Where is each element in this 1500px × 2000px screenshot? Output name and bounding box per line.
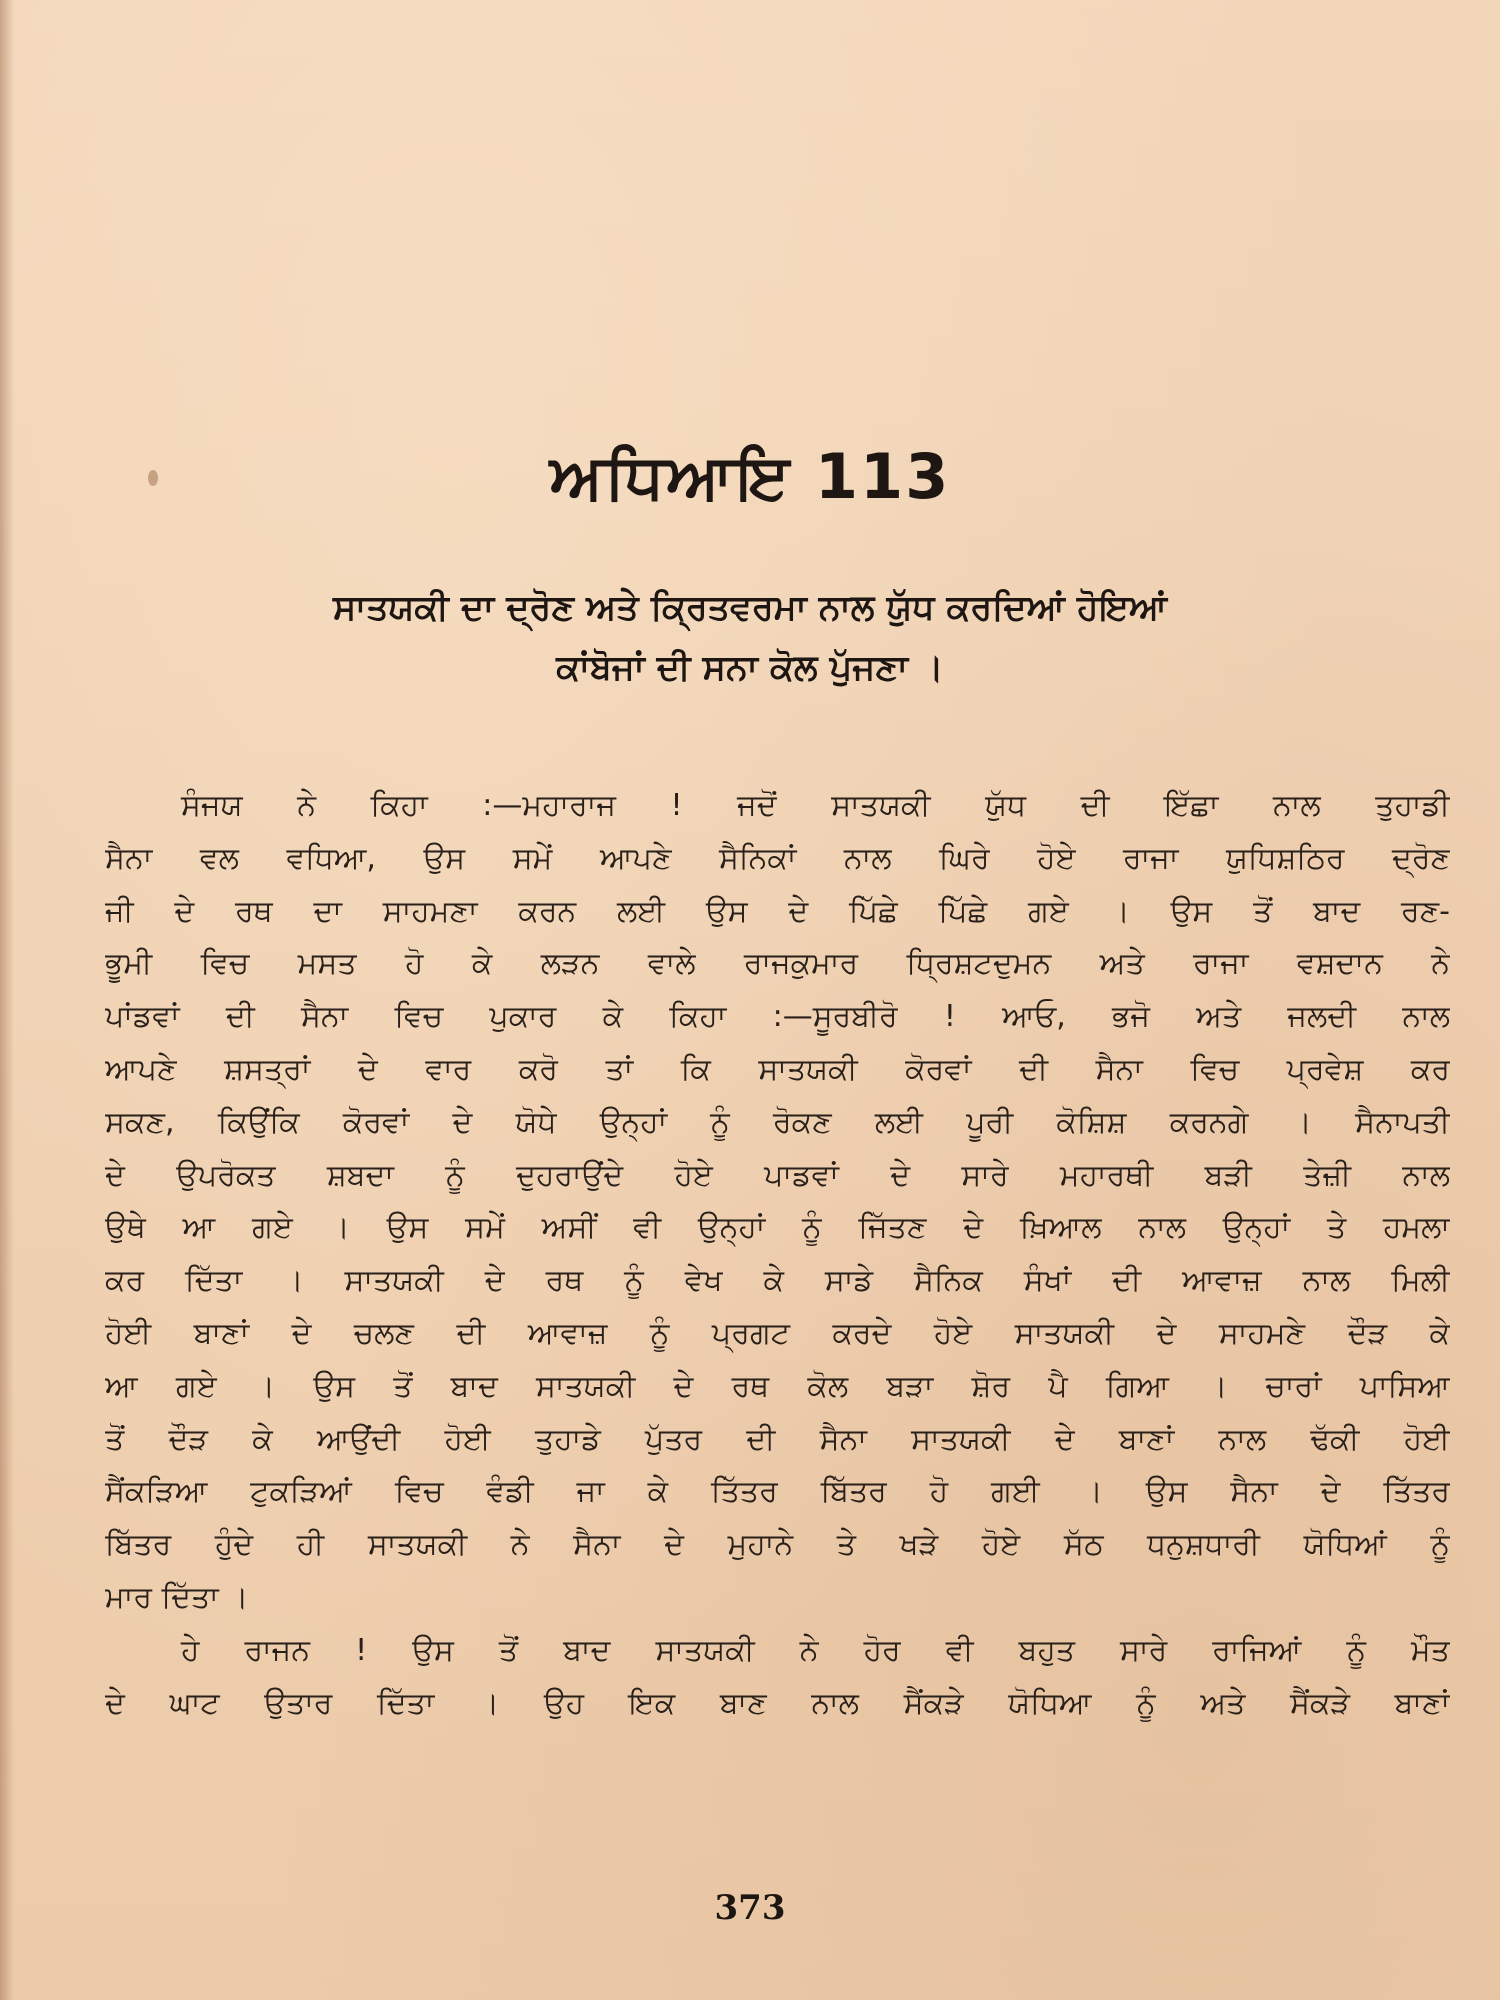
text-line: ਸੈਨਾ ਵਲ ਵਧਿਆ, ਉਸ ਸਮੇਂ ਆਪਣੇ ਸੈਨਿਕਾਂ ਨਾਲ ਘਿਰੇ ਹੋਏ ਰਾਜਾ ਯੁਧਿਸ਼ਠਿਰ ਦ੍ਰੋਣ bbox=[105, 840, 1450, 876]
text-line: ਆ ਗਏ । ਉਸ ਤੋਂ ਬਾਦ ਸਾਤਯਕੀ ਦੇ ਰਥ ਕੋਲ ਬੜਾ ਸ਼ੋਰ ਪੈ ਗਿਆ । ਚਾਰਾਂ ਪਾਸਿਆ bbox=[105, 1368, 1450, 1404]
body-text bbox=[105, 780, 1450, 1730]
text-line: ਬਿੱਤਰ ਹੁੰਦੇ ਹੀ ਸਾਤਯਕੀ ਨੇ ਸੈਨਾ ਦੇ ਮੁਹਾਨੇ ਤੇ ਖੜੇ ਹੋਏ ਸੱਠ ਧਨੁਸ਼ਧਾਰੀ ਯੋਧਿਆਂ ਨੂੰ bbox=[105, 1527, 1450, 1563]
subtitle-line-2: ਕਾਂਬੋਜਾਂ ਦੀ ਸਨਾ ਕੋਲ ਪੁੱਜਣਾ । bbox=[556, 648, 944, 688]
text-line: ਹੋਈ ਬਾਣਾਂ ਦੇ ਚਲਣ ਦੀ ਆਵਾਜ਼ ਨੂੰ ਪ੍ਰਗਟ ਕਰਦੇ ਹੋਏ ਸਾਤਯਕੀ ਦੇ ਸਾਹਮਣੇ ਦੌੜ ਕੇ bbox=[105, 1315, 1450, 1351]
text-line: ਦੇ ਉਪਰੋਕਤ ਸ਼ਬਦਾ ਨੂੰ ਦੁਹਰਾਉਂਦੇ ਹੋਏ ਪਾਡਵਾਂ ਦੇ ਸਾਰੇ ਮਹਾਰਥੀ ਬੜੀ ਤੇਜ਼ੀ ਨਾਲ bbox=[105, 1157, 1450, 1193]
text-line: ਸੈਂਕੜਿਆ ਟੁਕੜਿਆਂ ਵਿਚ ਵੰਡੀ ਜਾ ਕੇ ਤਿੱਤਰ ਬਿੱਤਰ ਹੋ ਗਈ । ਉਸ ਸੈਨਾ ਦੇ ਤਿੱਤਰ bbox=[105, 1474, 1450, 1510]
text-line: ਤੋਂ ਦੌੜ ਕੇ ਆਉਂਦੀ ਹੋਈ ਤੁਹਾਡੇ ਪੁੱਤਰ ਦੀ ਸੈਨਾ ਸਾਤਯਕੀ ਦੇ ਬਾਣਾਂ ਨਾਲ ਢੱਕੀ ਹੋਈ bbox=[105, 1421, 1450, 1457]
text-line: ਜੀ ਦੇ ਰਥ ਦਾ ਸਾਹਮਣਾ ਕਰਨ ਲਈ ਉਸ ਦੇ ਪਿੱਛੇ ਪਿੱਛੇ ਗਏ । ਉਸ ਤੋਂ ਬਾਦ ਰਣ- bbox=[105, 893, 1450, 929]
text-line: ਉਥੇ ਆ ਗਏ । ਉਸ ਸਮੇਂ ਅਸੀਂ ਵੀ ਉਨ੍ਹਾਂ ਨੂੰ ਜਿੱਤਣ ਦੇ ਖ਼ਿਆਲ ਨਾਲ ਉਨ੍ਹਾਂ ਤੇ ਹਮਲਾ bbox=[105, 1210, 1450, 1246]
text-line: ਆਪਣੇ ਸ਼ਸਤ੍ਰਾਂ ਦੇ ਵਾਰ ਕਰੋ ਤਾਂ ਕਿ ਸਾਤਯਕੀ ਕੋਰਵਾਂ ਦੀ ਸੈਨਾ ਵਿਚ ਪ੍ਰਵੇਸ਼ ਕਰ bbox=[105, 1051, 1450, 1087]
text-line: ਸਕਣ, ਕਿਉਂਕਿ ਕੋਰਵਾਂ ਦੇ ਯੋਧੇ ਉਨ੍ਹਾਂ ਨੂੰ ਰੋਕਣ ਲਈ ਪੂਰੀ ਕੋਸ਼ਿਸ਼ ਕਰਨਗੇ । ਸੈਨਾਪਤੀ bbox=[105, 1104, 1450, 1140]
page-number: 373 bbox=[714, 1888, 786, 1928]
text-line: ਸੰਜਯ ਨੇ ਕਿਹਾ :—ਮਹਾਰਾਜ ! ਜਦੋਂ ਸਾਤਯਕੀ ਯੁੱਧ ਦੀ ਇੱਛਾ ਨਾਲ ਤੁਹਾਡੀ bbox=[181, 788, 1450, 823]
text-line: ਭੂਮੀ ਵਿਚ ਮਸਤ ਹੋ ਕੇ ਲੜਨ ਵਾਲੇ ਰਾਜਕੁਮਾਰ ਧ੍ਰਿਸ਼ਟਦੁਮਨ ਅਤੇ ਰਾਜਾ ਵਸ਼ਦਾਨ ਨੇ bbox=[105, 946, 1450, 982]
page-edge-shadow bbox=[0, 0, 14, 2000]
text-line: ਪਾਂਡਵਾਂ ਦੀ ਸੈਨਾ ਵਿਚ ਪੁਕਾਰ ਕੇ ਕਿਹਾ :—ਸੂਰਬੀਰੋ ! ਆਓ, ਭਜੋ ਅਤੇ ਜਲਦੀ ਨਾਲ bbox=[105, 999, 1450, 1035]
subtitle-line-1: ਸਾਤਯਕੀ ਦਾ ਦ੍ਰੋਣ ਅਤੇ ਕ੍ਰਿਤਵਰਮਾ ਨਾਲ ਯੁੱਧ ਕਰਦਿਆਂ ਹੋਇਆਂ bbox=[332, 588, 1168, 628]
text-line: ਦੇ ਘਾਟ ਉਤਾਰ ਦਿੱਤਾ । ਉਹ ਇਕ ਬਾਣ ਨਾਲ ਸੈਂਕੜੇ ਯੋਧਿਆ ਨੂੰ ਅਤੇ ਸੈਂਕੜੇ ਬਾਣਾਂ bbox=[105, 1685, 1450, 1721]
chapter-title: ਅਧਿਆਇ 113 bbox=[549, 440, 951, 513]
chapter-subtitle bbox=[120, 578, 1380, 698]
text-line: ਮਾਰ ਦਿੱਤਾ । bbox=[105, 1579, 249, 1615]
text-line: ਕਰ ਦਿੱਤਾ । ਸਾਤਯਕੀ ਦੇ ਰਥ ਨੂੰ ਵੇਖ ਕੇ ਸਾਡੇ ਸੈਨਿਕ ਸੰਖਾਂ ਦੀ ਆਵਾਜ਼ ਨਾਲ ਮਿਲੀ bbox=[105, 1263, 1450, 1299]
text-line: ਹੇ ਰਾਜਨ ! ਉਸ ਤੋਂ ਬਾਦ ਸਾਤਯਕੀ ਨੇ ਹੋਰ ਵੀ ਬਹੁਤ ਸਾਰੇ ਰਾਜਿਆਂ ਨੂੰ ਮੌਤ bbox=[181, 1632, 1450, 1668]
